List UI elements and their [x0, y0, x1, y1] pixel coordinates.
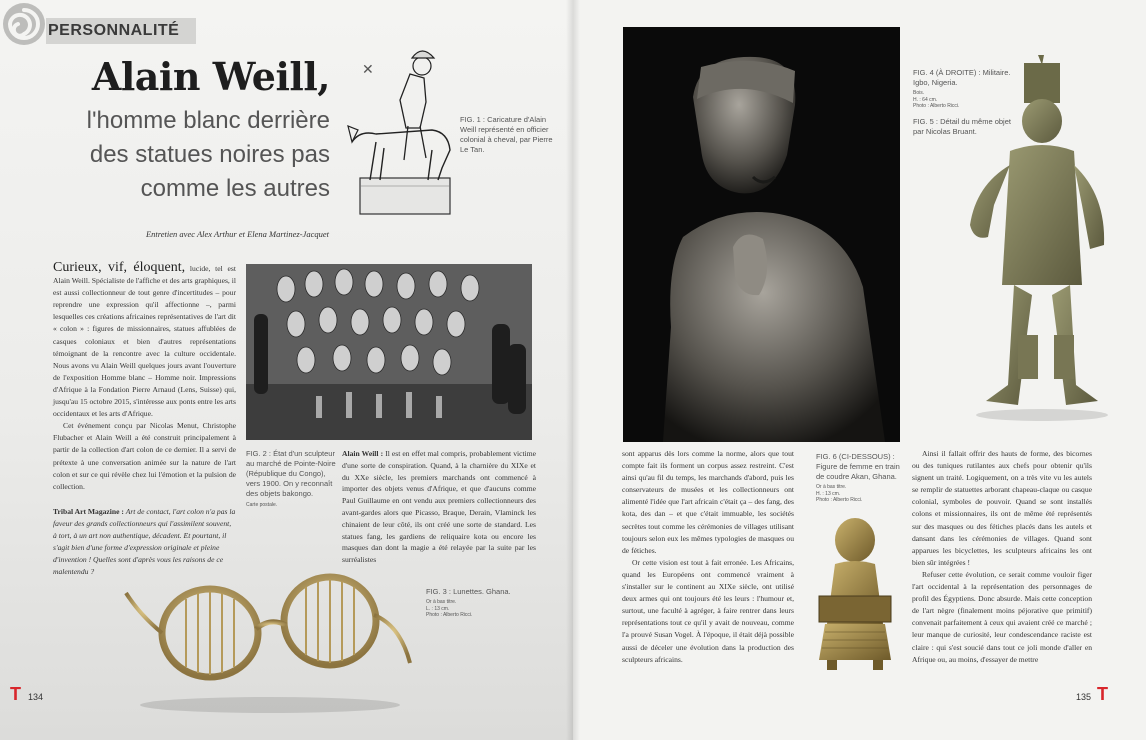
fig2-caption-block: [246, 449, 336, 509]
fig4-detail-1: Bois.: [913, 90, 925, 96]
answer-text: Il est en effet mal compris, probablement victime d'une sorte de conspiration. Quand, à la charnière du XIXe et du XXe siècle, les premiers marchands ont commencé à importer des objets venus d'Afrique, et que d'aucuns comme Paul Guillaume en ont vendu aux premiers collectionneurs des avant-gardes alors que Picasso, Braque, Derain, Vlaminck les chinaient de leur côté, ils ont créé une sorte de standard. Les statues fang, les gardiens de reliquaire kota ou encore les masques dan dont la magie a été relayée par la suite par les surréalistes: [342, 449, 536, 565]
fig1-caption: FIG. 1 : Caricature d'Alain Weill représenté en officier colonial à cheval, par Pierre Le Tan.: [460, 115, 553, 154]
right-column-a: [622, 448, 794, 666]
spread-gutter: [566, 0, 580, 740]
article-title: Alain Weill,: [91, 54, 330, 99]
section-label: PERSONNALITÉ: [48, 22, 180, 39]
fig5-caption: FIG. 5 : Détail du même objet par Nicolas Bruant.: [913, 117, 1011, 136]
paragraph-2: Cet événement conçu par Nicolas Menut, Christophe Flubacher et Alain Weill a été construit principalement à partir de la collection d'art colon de ce dernier. Il a servi de prétexte à une conversation animée sur la nature de l'art colon et sur ce qui révèle chez lui l'émotion et la pulsion de collection.: [53, 421, 236, 491]
fig4-caption: FIG. 4 (À DROITE) : Militaire. Igbo, Nigeria.: [913, 68, 1011, 87]
article-subtitle: l'homme blanc derrière des statues noires pas comme les autres: [86, 107, 330, 202]
fig4-detail-3: Photo : Alberto Ricci.: [913, 103, 960, 109]
right-col-b-p2: Refuser cette évolution, ce serait comme vouloir figer l'art occidental à la représentation des personnages de profil des Égyptiens. Donc absurde. Mais cette conception de l'art nègre (finalement moins péjorative que primitif) convenait parfaitement à ceux qui avaient créé ce marché ; leur manque de curiosité, leur condescendance raciste est claire : qui s'est soucié dans tout ce joli monde d'aller en Afrique ou, au moins, d'essayer de mettre: [912, 569, 1092, 664]
right-column-b: [912, 448, 1092, 666]
fig3-detail-2: L. : 13 cm.: [426, 605, 450, 612]
spiral-logo-icon: [2, 2, 46, 46]
right-col-b-p1: Ainsi il fallait offrir des hauts de forme, des bicornes ou des tuniques rutilantes aux chefs pour obtenir qu'ils signent un traité. Logiquement, on a très vite vu les autels se remplir de statuettes arborant chapeau-claque ou casque colonial, symboles de pouvoir. Quand se sont installés colons et missionnaires, ils ont de même été représentés sur des masques ou des fétiches placés dans les autels et dansant dans les cérémonies de villages. Quand sont apparues les bicyclettes, les sculpteurs africains les ont bien sûr intégrées !: [912, 449, 1092, 567]
page-number-right: 135: [1075, 692, 1091, 702]
masks-photo: [246, 264, 532, 440]
magazine-logo-left: T: [10, 684, 21, 704]
caricature-illustration: [340, 30, 460, 220]
statue-photo: [623, 27, 900, 442]
akan-gold-figure-photo: [805, 514, 905, 674]
page-number-left: 134: [28, 692, 44, 702]
svg-text:✕: ✕: [362, 63, 374, 78]
fig4-detail-2: H. : 64 cm.: [913, 96, 938, 103]
lead-word: Curieux, vif, éloquent,: [53, 260, 186, 275]
byline: Entretien avec Alex Arthur et Elena Martinez-Jacquet: [145, 229, 329, 239]
answer-column: [342, 448, 536, 566]
lead-text: lucide, tel est Alain Weill. Spécialiste de l'affiche et des arts graphiques, il est aussi collectionneur de tout genre d'incertitudes – pour reprendre une expression qu'il affectionne –, parmi lesquelles ces créations africaines représentatives de l'art dit « colon » : figures de missionnaires, statues affublées de casques coloniaux et bien d'autres représentations témoignant de la rencontre avec la culture occidentale. Nous avons vu Alain Weill quelques jours avant l'ouverture de l'exposition Homme blanc – Homme noir. Impressions d'Afrique à la Fondation Pierre Arnaud (Lens, Suisse) qui, jusqu'au 15 octobre 2015, s'intéresse aux ponts entre les arts occidentaux et les arts d'Afrique.: [53, 264, 236, 419]
fig6-caption-block: [816, 452, 906, 504]
fig6-detail-3: Photo : Alberto Ricci.: [816, 497, 863, 503]
right-col-a-p2: Or cette vision est tout à fait erronée. Les Africains, quand les Européens ont commencé vraiment à s'installer sur le continent au XIXe siècle, ont utilisé deux armes qui ont toujours été les leurs : l'humour et, surtout, une faculté à agréger, à faire rentrer dans leurs représentations tout ce qu'il y avait de nouveau, comme l'a prouvé Susan Vogel. À l'époque, il était déjà possible aussi de déceler une évolution dans la production des sculpteurs africains.: [622, 557, 794, 664]
answer-label: Alain Weill :: [342, 449, 384, 458]
fig3-detail-1: Or à bas titre.: [426, 599, 457, 605]
lead-column: [53, 262, 236, 493]
fig2-caption: FIG. 2 : État d'un sculpteur au marché de Pointe-Noire (République du Congo), vers 1900. On y reconnaît des objets bakongo.: [246, 449, 336, 498]
fig3-caption-block: [426, 587, 516, 619]
question-text: Art de contact, l'art colon n'a pas la faveur des grands collectionneurs qui l'assimilent souvent, à tort, à un art non authentique, décadent. Et pourtant, il s'agit bien d'une forme d'expression originale et pleine d'invention ! Quelles sont d'après vous les raisons de ce malentendu ?: [53, 507, 236, 577]
right-col-a-p1: sont apparus dès lors comme la norme, alors que tout compte fait ils forment un corpus assez restreint. C'est ainsi qu'au fil du temps, les marchands d'abord, puis les conservateurs de musées et les collectionneurs ont alimenté l'idée que l'art africain c'était ça – des fang, des kota, des dan – et que c'était immuable, les sociétés secrètes tout comme les cérémonies de villages utilisant toujours selon eux les mêmes typologies de masques ou de fétiches.: [622, 449, 794, 555]
gold-glasses-photo: [120, 555, 420, 715]
fig6-detail-2: H. : 13 cm.: [816, 490, 841, 497]
magazine-logo-right: T: [1097, 684, 1108, 704]
fig3-detail-3: Photo : Alberto Ricci.: [426, 612, 473, 618]
military-figure-photo: [958, 55, 1123, 425]
fig6-detail-1: Or à bas titre.: [816, 484, 847, 490]
fig2-note: Carte postale.: [246, 502, 278, 508]
fig6-caption: FIG. 6 (CI-DESSOUS) : Figure de femme en train de coudre Akan, Ghana.: [816, 452, 900, 481]
right-page: [573, 0, 1146, 740]
fig3-caption: FIG. 3 : Lunettes. Ghana.: [426, 587, 511, 596]
question-label: Tribal Art Magazine :: [53, 507, 124, 516]
